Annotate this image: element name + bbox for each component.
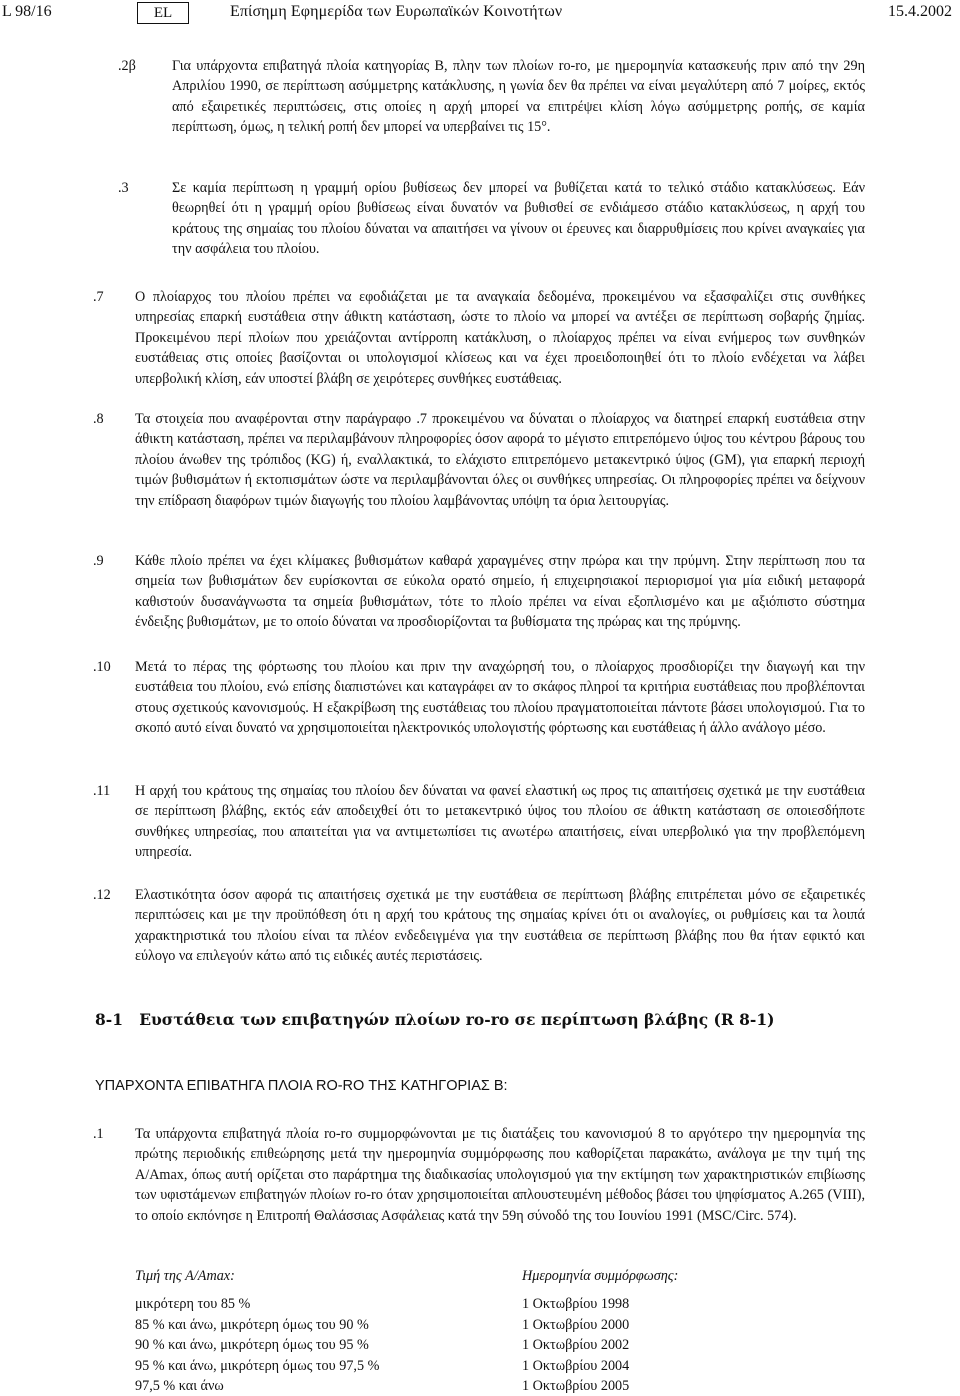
paragraph-number: .11 xyxy=(93,783,111,799)
ratio-cell: 95 % και άνω, μικρότερη όμως του 97,5 % xyxy=(135,1357,380,1374)
paragraph-number: .8 xyxy=(93,411,104,427)
paragraph-number: .7 xyxy=(93,289,104,305)
table-row xyxy=(135,1376,678,1396)
column-header-date: Ημερομηνία συμμόρφωσης: xyxy=(522,1268,679,1284)
journal-title: Επίσημη Εφημερίδα των Ευρωπαϊκών Κοινοτήτων xyxy=(230,3,563,20)
table-row xyxy=(135,1315,678,1335)
paragraph-text: Τα υπάρχοντα επιβατηγά πλοία ro-ro συμμορφώνονται με τις διατάξεις του κανονισμού 8 το αργότερο την ημερομηνία της πρώτης περιοδικής επιθεώρησης μετά την ημερομηνία συμμόρφωσης που καθορίζεται παρακάτω, ανάλογα με την τιμή της A/Amax, όπως αυτή ορίζεται στο παράρτημα της διαδικασίας υπολογισμού για την εκτίμηση των χαρακτηριστικών επιβίωσης των υφιστάμενων επιβατηγών πλοίων ro-ro όταν χρησιμοποιείται απλουστευμένη μέθοδος βάσει του ψηφίσματος A.265 (VIII), το οποίο εκπόνησε η Επιτροπή Θαλάσσιας Ασφάλειας κατά την 59η σύνοδό της του Ιουνίου 1991 (MSC/Circ. 574). xyxy=(135,1126,865,1224)
page-header xyxy=(0,0,960,26)
paragraph-text: Κάθε πλοίο πρέπει να έχει κλίμακες βυθισμάτων καθαρά χαραγμένες στην πρώρα και την πρύμνη. Στην περίπτωση που τα σημεία των βυθισμάτων δεν ευρίσκονται σε εύκολα ορατό σημείο, ή επιχειρησιακοί περιορισμοί για μία ειδική μεταφορά καθιστούν δυσανάγνωστα τα σημεία βυθισμάτων, τότε το πλοίο πρέπει να είναι εξοπλισμένο και με αξιόπιστο σύστημα ένδειξης βυθισμάτων, με το οποίο δύναται να προσδιορίζονται τα βυθίσματα της πρώρας και της πρύμνης. xyxy=(135,553,865,631)
date-cell: 1 Οκτωβρίου 1998 xyxy=(522,1296,630,1313)
paragraph-text: Η αρχή του κράτους της σημαίας του πλοίου δεν δύναται να φανεί ελαστική ως προς τις απαιτήσεις σχετικά με την ευστάθεια σε περίπτωση βλάβης, εκτός εάν αποδειχθεί ότι το μετακεντρικό ύψος του πλοίου σε άθικτη κατάσταση σε οποιεσδήποτε συνθήκες υπηρεσίας, που απαιτείται για να αντιμετωπίσει τις ανωτέρω απαιτήσεις, είναι υπερβολικό για την προβλεπόμενη υπηρεσία. xyxy=(135,783,865,861)
paragraph-text: Ο πλοίαρχος του πλοίου πρέπει να εφοδιάζεται με τα αναγκαία δεδομένα, προκειμένου να εξασφαλίζει στις συνθήκες υπηρεσίας επαρκή ευστάθεια στην άθικτη κατάσταση, ώστε το πλοίο να μπορεί να αντέξει σε περίπτωση σοβαρής ζημίας. Προκειμένου περί πλοίων που χρειάζονται αντίρροπη κατάκλυση, ο πλοίαρχος πρέπει να είναι ενήμερος των συνθηκών ευστάθειας στις οποίες βασίζονται οι υπολογισμοί κλίσεως και να έχει προειδοποιηθεί ότι το πλοίο ενδέχεται να λάβει υπερβολική κλίση, εάν υποστεί βλάβη σε χειρότερες συνθήκες ευστάθειας. xyxy=(135,289,865,387)
paragraph-text: Μετά το πέρας της φόρτωσης του πλοίου και πριν την αναχώρησή του, ο πλοίαρχος προσδιορίζει την διαγωγή και την ευστάθεια του πλοίου, ενώ επίσης διαπιστώνει και καταγράφει αν το σκάφος πληροί τα κριτήρια ευστάθειας που προβλέπονται στους σχετικούς κανονισμούς. Η εξακρίβωση της ευστάθειας του πλοίου πραγματοποιείται πάντοτε βάσει υπολογισμού. Για το σκοπό αυτό είναι δυνατό να χρησιμοποιείται ηλεκτρονικός υπολογιστής φόρτωσης και ευστάθειας ή άλλο ανάλογο μέσο. xyxy=(135,659,865,737)
compliance-table xyxy=(135,1266,678,1396)
ratio-cell: 85 % και άνω, μικρότερη όμως του 90 % xyxy=(135,1316,369,1333)
paragraph-number: .2β xyxy=(118,58,136,74)
paragraph-number: .10 xyxy=(93,659,111,675)
table-row xyxy=(135,1294,678,1314)
date-cell: 1 Οκτωβρίου 2004 xyxy=(522,1357,630,1374)
table-row xyxy=(135,1335,678,1355)
page-reference: L 98/16 xyxy=(2,3,52,20)
section-heading: 8-1 Ευστάθεια των επιβατηγών πλοίων ro-ro σε περίπτωση βλάβης (R 8-1) xyxy=(95,1010,775,1029)
date-cell: 1 Οκτωβρίου 2002 xyxy=(522,1337,630,1354)
date-cell: 1 Οκτωβρίου 2005 xyxy=(522,1378,630,1395)
paragraph-text: Ελαστικότητα όσον αφορά τις απαιτήσεις σχετικά με την ευστάθεια σε περίπτωση βλάβης επιτρέπεται μόνο σε εξαιρετικές περιπτώσεις και με την προϋπόθεση ότι η αρχή του κράτους της σημαίας κρίνει ότι οι αναλογίες, οι ρυθμίσεις και τα λοιπά χαρακτηριστικά του πλοίου είναι τα πλέον ενδεδειγμένα για την ευστάθεια σε περίπτωση βλάβης που θα ήταν εφικτό και εύλογο να επιλεγούν κάτω από τις ειδικές αυτές περιστάσεις. xyxy=(135,887,865,965)
paragraph-number: .1 xyxy=(93,1126,104,1142)
language-badge: EL xyxy=(137,2,189,24)
column-header-ratio: Τιμή της A/Amax: xyxy=(135,1268,235,1284)
date-cell: 1 Οκτωβρίου 2000 xyxy=(522,1316,630,1333)
ratio-cell: 90 % και άνω, μικρότερη όμως του 95 % xyxy=(135,1337,369,1354)
table-header-row xyxy=(135,1266,678,1294)
paragraph-number: .12 xyxy=(93,887,111,903)
paragraph-text: Τα στοιχεία που αναφέρονται στην παράγραφο .7 προκειμένου να δύναται ο πλοίαρχος να διατηρεί επαρκή ευστάθεια στην άθικτη κατάσταση, πρέπει να περιλαμβάνουν πληροφορίες όσον αφορά το μέγιστο επιτρεπόμενο ύψος του κέντρου βάρους του πλοίου άνωθεν της τρόπιδος (KG) ή, εναλλακτικά, το ελάχιστο επιτρεπόμενο μετακεντρικό ύψος (GM), για επαρκή περιοχή τιμών βυθισμάτων ή εκτοπισμάτων ώστε να περιλαμβάνονται όλες οι συνθήκες υπηρεσίας. Οι πληροφορίες πρέπει να δείχνουν την επίδραση διαφόρων τιμών διαγωγής του πλοίου λαμβάνοντας υπόψη τα όρια λειτουργίας. xyxy=(135,411,865,509)
ratio-cell: μικρότερη του 85 % xyxy=(135,1296,251,1313)
table-row xyxy=(135,1356,678,1376)
subheading: ΥΠΑΡΧΟΝΤΑ ΕΠΙΒΑΤΗΓΑ ΠΛΟΙΑ RO-RO ΤΗΣ ΚΑΤΗΓΟΡΙΑΣ Β: xyxy=(95,1078,508,1094)
ratio-cell: 97,5 % και άνω xyxy=(135,1378,224,1395)
paragraph-text: Για υπάρχοντα επιβατηγά πλοία κατηγορίας Β, πλην των πλοίων ro-ro, με ημερομηνία κατασκευής πριν από την 29η Απριλίου 1990, σε περίπτωση ασύμμετρης κατάκλυσης, η γωνία δεν θα πρέπει να είναι μεγαλύτερη από 7 μοίρες, εκτός από εξαιρετικές περιπτώσεις, στις οποίες η αρχή μπορεί να επιτρέψει κλίση λόγω ασύμμετρης ροπής, σε καμία περίπτωση, όμως, η τελική ροπή δεν μπορεί να υπερβαίνει τις 15°. xyxy=(172,58,865,136)
paragraph-number: .3 xyxy=(118,180,129,196)
paragraph-text: Σε καμία περίπτωση η γραμμή ορίου βυθίσεως δεν μπορεί να βυθίζεται κατά το τελικό στάδιο κατακλύσεως. Εάν θεωρηθεί ότι η γραμμή ορίου βυθίσεως είναι δυνατόν να βυθισθεί σε ενδιάμεσο στάδιο κατακλύσεως, η αρχή του κράτους της σημαίας του πλοίου δύναται να απαιτήσει να γίνουν οι έρευνες και διαρρυθμίσεις που κρίνει αναγκαίες για την ασφάλεια του πλοίου. xyxy=(172,180,865,258)
publication-date: 15.4.2002 xyxy=(888,3,952,20)
paragraph-number: .9 xyxy=(93,553,104,569)
